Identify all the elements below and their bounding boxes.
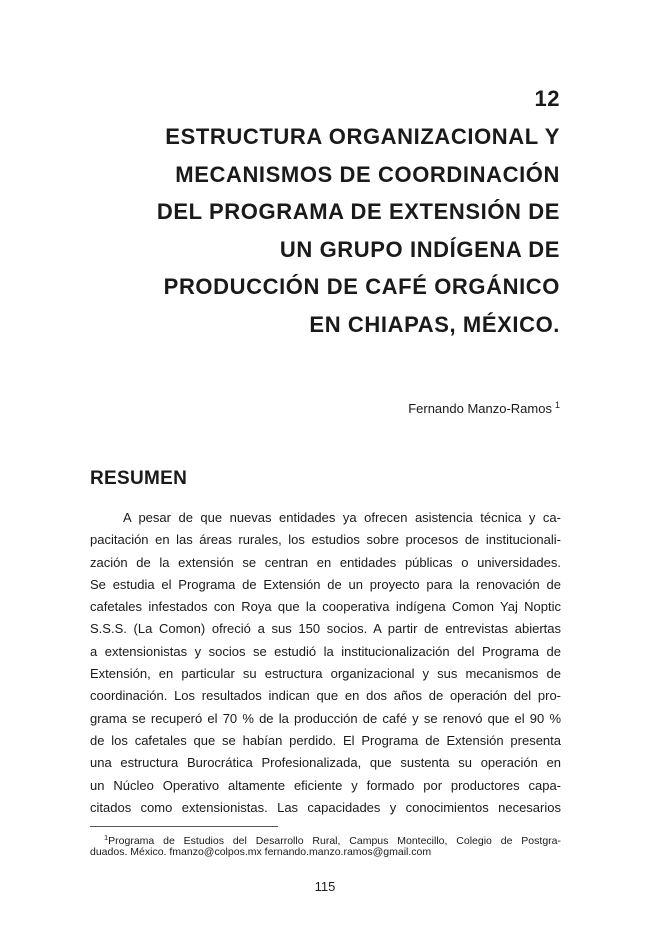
section-heading: RESUMEN [90, 468, 188, 489]
abstract-line: de los cafetales que se habían perdido. El Programa de Extensión presenta [90, 732, 561, 748]
chapter-title-line: EN CHIAPAS, MÉXICO. [309, 311, 560, 337]
footnote-text: Programa de Estudios del Desarrollo Rural, Campus Montecillo, Colegio de Postgra- [108, 835, 561, 847]
author-footnote-marker: 1 [554, 400, 560, 410]
abstract-line: Se estudia el Programa de Extensión de un proyecto para la renovación de [90, 576, 561, 592]
chapter-title-line: MECANISMOS DE COORDINACIÓN [175, 161, 560, 187]
footnote-marker: 1 [104, 833, 109, 842]
abstract-line: A pesar de que nuevas entidades ya ofrecen asistencia técnica y ca- [123, 510, 561, 525]
chapter-title-line: DEL PROGRAMA DE EXTENSIÓN DE [156, 199, 560, 224]
abstract-line: S.S.S. (La Comon) ofreció a sus 150 socios. A partir de entrevistas abiertas [90, 621, 561, 637]
footnote-line: duados. México. fmanzo@colpos.mx fernando.manzo.ramos@gmail.com [90, 846, 432, 858]
abstract-line: a extensionistas y socios se estudió la institucionalización del Programa de [90, 643, 561, 659]
chapter-title [80, 118, 560, 343]
abstract-line: citados como extensionistas. Las capacidades y conocimientos necesarios [90, 799, 561, 815]
abstract-body [90, 507, 561, 819]
abstract-line: Extensión, en particular su estructura organizacional y sus mecanismos de [90, 666, 561, 682]
abstract-line: grama se recuperó el 70 % de la producción de café y se renovó que el 90 % [90, 710, 561, 726]
chapter-title-line: UN GRUPO INDÍGENA DE [279, 236, 560, 262]
abstract-line: un Núcleo Operativo altamente eficiente y formado por productores capa- [90, 777, 561, 793]
footnote-line [90, 830, 561, 845]
abstract-line: pacitación en las áreas rurales, los estudios sobre procesos de institucionali- [90, 532, 561, 548]
abstract-line: una estructura Burocrática Profesionalizada, que sustenta su operación en [90, 755, 561, 771]
chapter-title-line: ESTRUCTURA ORGANIZACIONAL Y [165, 124, 560, 149]
chapter-title-line: PRODUCCIÓN DE CAFÉ ORGÁNICO [163, 274, 560, 299]
abstract-line: cafetales infestados con Roya que la cooperativa indígena Comon Yaj Noptic [90, 599, 561, 615]
author-byline [408, 400, 560, 416]
chapter-number: 12 [534, 86, 560, 111]
page-number: 115 [314, 879, 336, 894]
abstract-line: coordinación. Los resultados indican que en dos años de operación del pro- [90, 688, 561, 704]
footnote-divider [90, 826, 278, 827]
footnote [90, 830, 561, 860]
author-name: Fernando Manzo-Ramos [408, 401, 552, 416]
abstract-line: zación de la extensión se centran en entidades públicas o universidades. [90, 554, 561, 570]
